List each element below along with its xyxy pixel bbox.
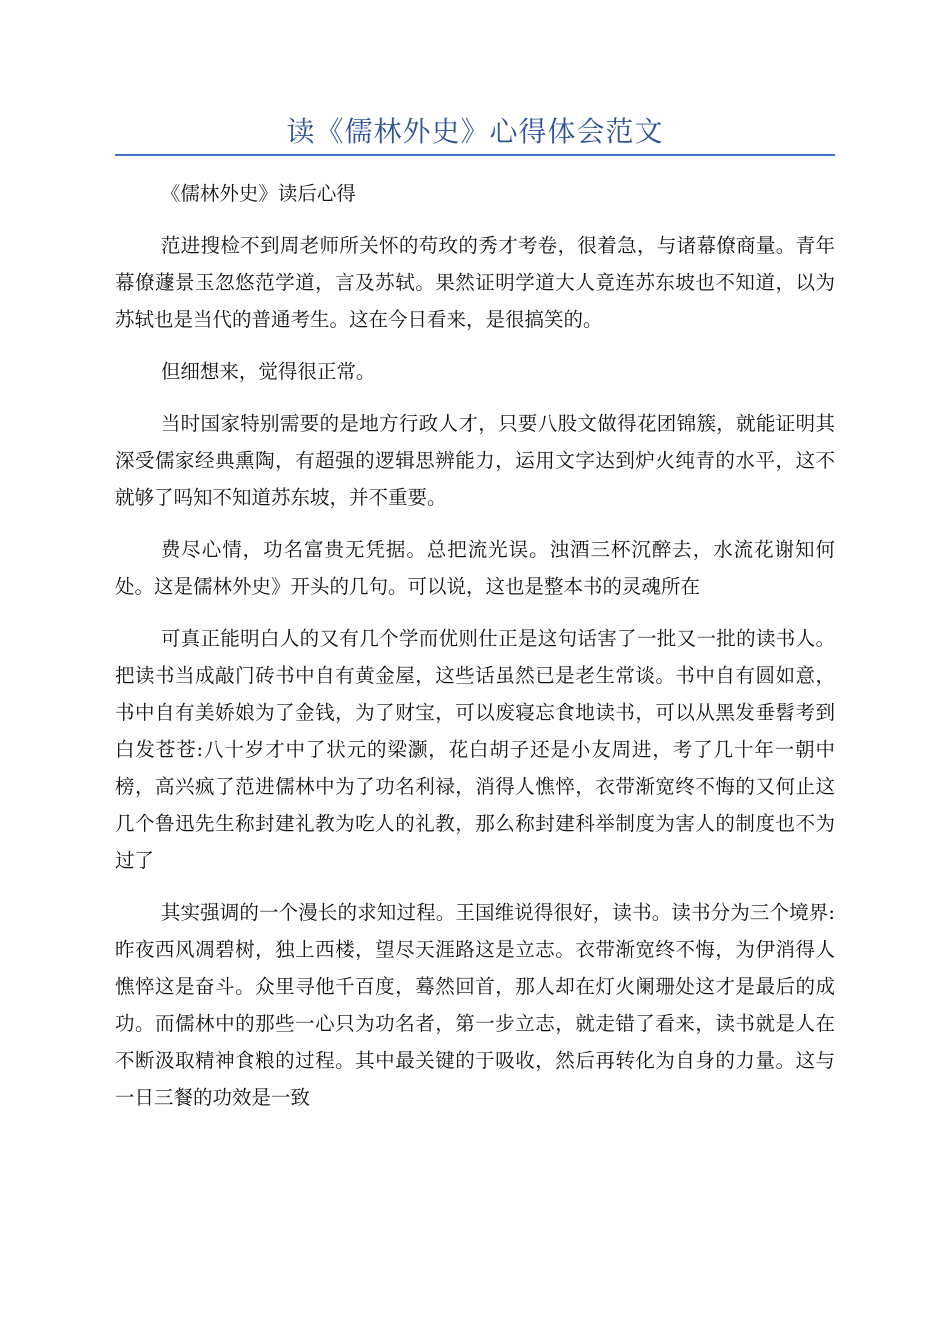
document-title: 读《儒林外史》心得体会范文 [286, 115, 664, 148]
paragraph: 但细想来，觉得很正常。 [160, 360, 376, 383]
paragraph: 当时国家特别需要的是地方行政人才，只要八股文做得花团锦簇，就能证明其深受儒家经典熏陶，有超强的逻辑思辨能力，运用文字达到炉火纯青的水平，这不就够了吗知不知道苏东坡，并不重要。 [115, 412, 835, 509]
document-body [115, 175, 835, 1131]
paragraph: 范进搜检不到周老师所关怀的苟玫的秀才考卷，很着急，与诸幕僚商量。青年幕僚蘧景玉忽悠范学道，言及苏轼。果然证明学道大人竟连苏东坡也不知道，以为苏轼也是当代的普通考生。这在今日看来，是很搞笑的。 [115, 234, 835, 331]
title-underline [115, 154, 835, 156]
paragraph: 其实强调的一个漫长的求知过程。王国维说得很好，读书。读书分为三个境界:昨夜西风凋碧树，独上西楼，望尽天涯路这是立志。衣带渐宽终不悔，为伊消得人憔悴这是奋斗。众里寻他千百度，蓦然回首，那人却在灯火阑珊处这才是最后的成功。而儒林中的那些一心只为功名者，第一步立志，就走错了看来，读书就是人在不断汲取精神食粮的过程。其中最关键的于吸收，然后再转化为自身的力量。这与一日三餐的功效是一致 [115, 901, 835, 1109]
paragraph-subtitle: 《儒林外史》读后心得 [160, 182, 356, 205]
paragraph: 费尽心情，功名富贵无凭据。总把流光误。浊酒三杯沉醉去，水流花谢知何处。这是儒林外史》开头的几句。可以说，这也是整本书的灵魂所在 [115, 538, 835, 598]
title-block [115, 112, 835, 156]
paragraph: 可真正能明白人的又有几个学而优则仕正是这句话害了一批又一批的读书人。把读书当成敲门砖书中自有黄金屋，这些话虽然已是老生常谈。书中自有圆如意，书中自有美娇娘为了金钱，为了财宝，可以废寝忘食地读书，可以从黑发垂髫考到白发苍苍:八十岁才中了状元的梁灏，花白胡子还是小友周进，考了几十年一朝中榜，高兴疯了范进儒林中为了功名利禄，消得人憔悴，衣带渐宽终不悔的又何止这几个鲁迅先生称封建礼教为吃人的礼教，那么称封建科举制度为害人的制度也不为过了 [115, 627, 835, 872]
